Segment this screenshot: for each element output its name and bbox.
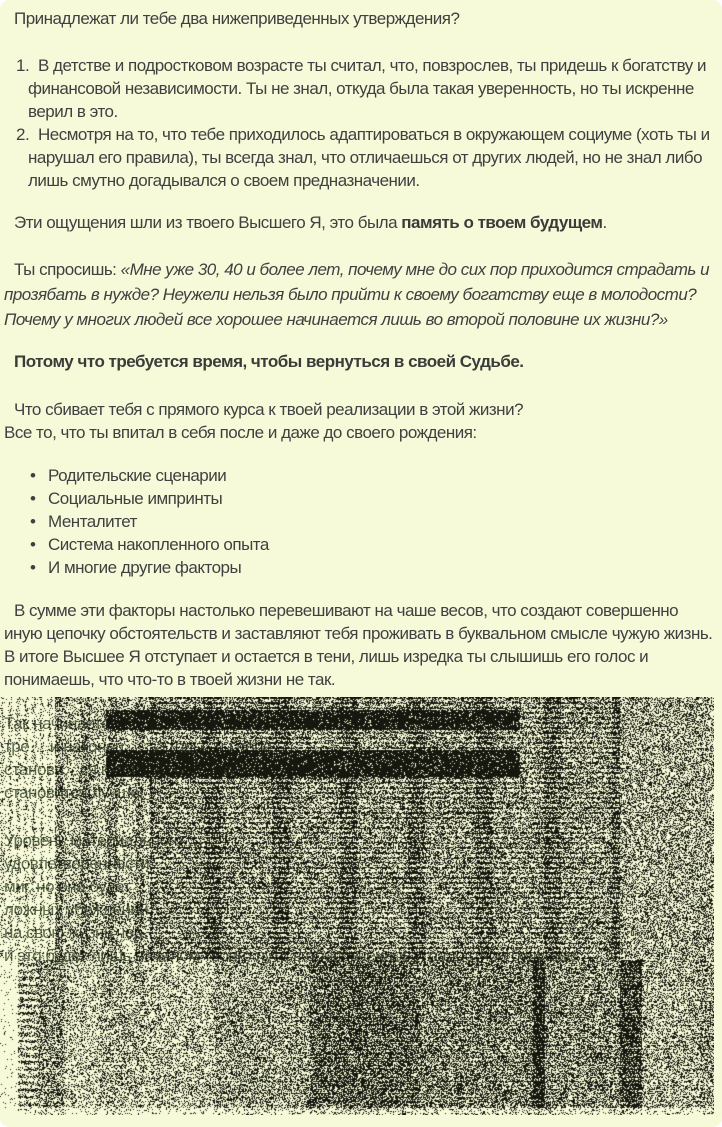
factor-item: • Система накопленного опыта: [30, 533, 714, 556]
factors-intro-line2: Все то, что ты впитал в себя после и даже до своего рождения:: [4, 423, 477, 442]
list-item: [4, 54, 714, 123]
memory-line-suffix: .: [602, 213, 607, 232]
question-paragraph: [4, 257, 714, 332]
factors-intro-line1: Что сбивает тебя с прямого курса к твоей реализации в этой жизни?: [14, 400, 524, 419]
list-item-number: 1.: [16, 56, 30, 75]
list-item-number: 2.: [16, 125, 30, 144]
corrupted-glitch-region: [0, 697, 714, 1115]
list-item: [4, 123, 714, 192]
factors-list: [4, 464, 714, 579]
memory-line: [4, 211, 714, 234]
factor-item: • Родительские сценарии: [30, 464, 714, 487]
page-title: Принадлежат ли тебе два нижеприведенных утверждения?: [14, 9, 460, 28]
summary-paragraph: В сумме эти факторы настолько перевешивают на чаше весов, что создают совершенно иную цепочку обстоятельств и заставляют тебя проживать в буквальном смысле чужую жизнь. В итоге Высшее Я отступает и остается в тени, лишь изредка ты слышишь его голос и понимаешь, что что-то в твоей жизни не так.: [4, 601, 713, 689]
numbered-list: [4, 54, 714, 192]
factor-item: • И многие другие факторы: [30, 556, 714, 579]
factor-item: • Менталитет: [30, 510, 714, 533]
list-item-text: Несмотря на то, что тебе приходилось адаптироваться в окружающем социуме (хоть ты и нарушал его правила), ты всегда знал, что отличаешься от других людей, но не знал либо лишь смутно догадывался о своем предназначении.: [28, 125, 710, 190]
memory-line-prefix: Эти ощущения шли из твоего Высшего Я, это была: [14, 213, 402, 232]
question-quote: «Мне уже 30, 40 и более лет, почему мне до сих пор приходится страдать и прозябать в нужде? Неужели нельзя было прийти к своему богатству еще в молодости? Почему у многих людей все хорошее начинается лишь во второй половине их жизни?»: [4, 260, 710, 329]
factors-intro: [4, 398, 714, 444]
memory-line-bold: память о твоем будущем: [401, 213, 603, 232]
question-prefix: Ты спросишь:: [14, 260, 121, 279]
glitch-noise-canvas: [0, 697, 714, 1115]
answer-bold-line: Потому что требуется время, чтобы вернуться в своей Судьбе.: [14, 352, 524, 371]
factor-item: • Социальные импринты: [30, 487, 714, 510]
list-item-text: В детстве и подростковом возрасте ты считал, что, повзрослев, ты придешь к богатству и финансовой независимости. Ты не знал, откуда была такая уверенность, но ты искренне верил в это.: [28, 56, 706, 121]
